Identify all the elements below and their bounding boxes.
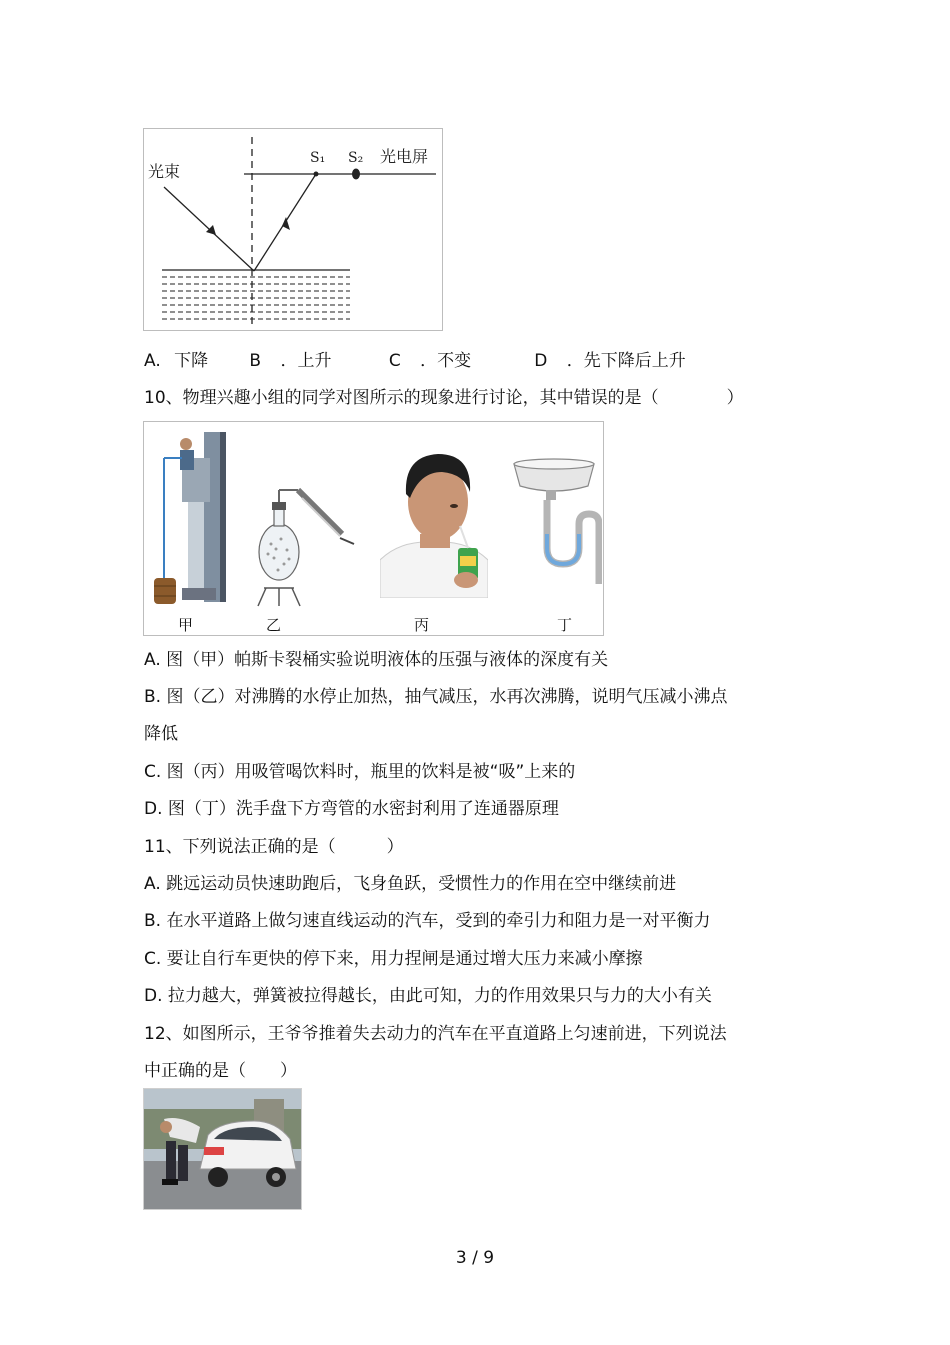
label-s2: S₂ bbox=[348, 150, 364, 166]
pascal-barrel-image bbox=[152, 428, 232, 608]
q11-stem: 11、下列说法正确的是（ ） bbox=[144, 837, 404, 857]
option-letter: B bbox=[249, 351, 262, 371]
sink-u-trap-image bbox=[508, 456, 602, 588]
boy-drinking-image bbox=[380, 448, 488, 598]
label-screen: 光电屏 bbox=[380, 147, 429, 166]
caption-ding: 丁 bbox=[557, 616, 573, 634]
q9-options bbox=[144, 349, 686, 373]
caption-bing: 丙 bbox=[414, 616, 430, 634]
q11-option-a: A. 跳远运动员快速助跑后，飞身鱼跃，受惯性力的作用在空中继续前进 bbox=[144, 874, 677, 894]
label-light-beam: 光束 bbox=[148, 162, 181, 181]
option-text: 下降 bbox=[174, 351, 209, 371]
reflected-arrow bbox=[282, 217, 290, 230]
flask-syringe-image bbox=[254, 484, 364, 609]
q11-option-c: C. 要让自行车更快的停下来，用力捏闸是通过增大压力来减小摩擦 bbox=[144, 949, 643, 969]
s1-point bbox=[314, 172, 319, 177]
q10-stem: 10、物理兴趣小组的同学对图所示的现象进行讨论，其中错误的是（ ） bbox=[144, 388, 744, 408]
option-text: ．上升 bbox=[280, 351, 332, 371]
label-s1: S₁ bbox=[310, 150, 326, 166]
incident-arrow bbox=[206, 225, 216, 235]
q12-car-photo bbox=[143, 1088, 302, 1210]
q9-figure bbox=[143, 128, 443, 331]
page-number: 3 / 9 bbox=[455, 1248, 495, 1268]
q11-option-b: B. 在水平道路上做匀速直线运动的汽车，受到的牵引力和阻力是一对平衡力 bbox=[144, 911, 711, 931]
q12-stem-line1: 12、如图所示，王爷爷推着失去动力的汽车在平直道路上匀速前进，下列说法 bbox=[144, 1024, 727, 1044]
option-letter: C bbox=[388, 351, 401, 371]
q9-option-d bbox=[534, 349, 686, 373]
light-reflection-diagram bbox=[144, 129, 442, 330]
q10-option-c: C. 图（丙）用吸管喝饮料时，瓶里的饮料是被“吸”上来的 bbox=[144, 762, 576, 782]
option-text: ．先下降后上升 bbox=[566, 351, 686, 371]
water-hatching bbox=[162, 277, 350, 319]
man-pushing-car-image bbox=[144, 1089, 301, 1209]
q9-option-c bbox=[389, 349, 529, 373]
q10-option-a: A. 图（甲）帕斯卡裂桶实验说明液体的压强与液体的深度有关 bbox=[144, 650, 609, 670]
caption-jia: 甲 bbox=[178, 616, 194, 634]
q11-option-d: D. 拉力越大，弹簧被拉得越长，由此可知，力的作用效果只与力的大小有关 bbox=[144, 986, 712, 1006]
q12-stem-line2: 中正确的是（ ） bbox=[144, 1061, 297, 1081]
q10-option-b-line2: 降低 bbox=[144, 724, 178, 744]
q10-option-d: D. 图（丁）洗手盘下方弯管的水密封利用了连通器原理 bbox=[144, 799, 559, 819]
option-text: ．不变 bbox=[420, 351, 472, 371]
q10-option-b-line1: B. 图（乙）对沸腾的水停止加热，抽气减压，水再次沸腾，说明气压减小沸点 bbox=[144, 687, 728, 707]
q10-figure bbox=[143, 421, 604, 636]
option-letter: D bbox=[534, 351, 548, 371]
s2-point bbox=[352, 169, 360, 180]
q9-option-a bbox=[144, 349, 244, 373]
caption-yi: 乙 bbox=[266, 616, 282, 634]
q9-option-b bbox=[249, 349, 383, 373]
option-letter: A. bbox=[144, 351, 161, 371]
